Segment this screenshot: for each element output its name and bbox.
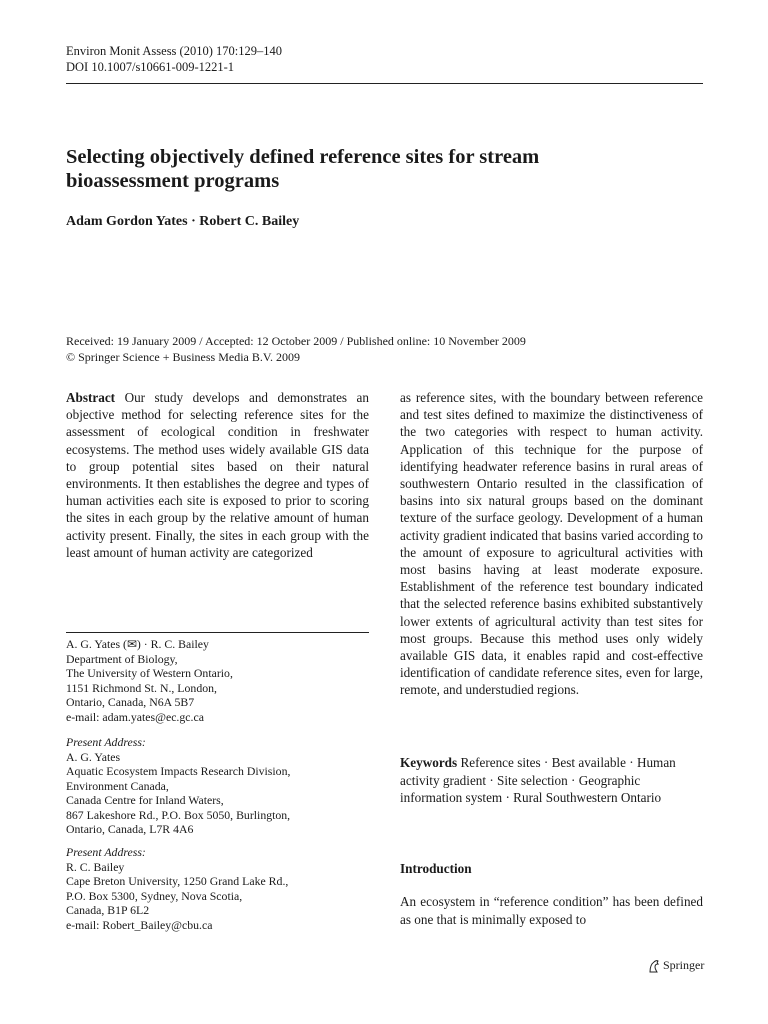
springer-horse-icon (648, 959, 660, 973)
header-rule (66, 83, 703, 84)
corresponding-authors: A. G. Yates (✉) · R. C. Bailey (66, 637, 209, 651)
publisher-name: Springer (663, 958, 705, 972)
email-link[interactable]: e-mail: Robert_Bailey@cbu.ca (66, 917, 213, 932)
title-line-1: Selecting objectively defined reference sites for stream (66, 146, 540, 168)
address-line: Environment Canada, (66, 778, 169, 793)
present-address-label: Present Address: (66, 845, 146, 859)
present-address-bailey (66, 845, 366, 932)
introduction-text: An ecosystem in “reference condition” has been defined as one that is minimally exposed to (400, 894, 703, 927)
copyright-line: © Springer Science + Business Media B.V. 2009 (66, 350, 300, 364)
abstract-right-column: as reference sites, with the boundary between reference and test sites defined to maximize the distinctiveness of the two categories with respect to human activity. Application of this technique for the purpose of identifying headwater reference basins in rural areas of southwestern Ontario resulted in the classification of basins into six natural groups based on the dominant texture of the surface geology. Development of a human activity gradient indicated that basins varied according to the amount of exposure to agricultural activities with most basins having at least moderate exposure. Establishment of the reference test boundary indicated that the selected reference basins exhibited substantively lower extents of agricultural activity than test sites for most groups. Because this method uses only widely available GIS data, it enables rapid and cost-effective identification of candidate reference sites, even for large, remote, and understudied regions. (400, 390, 703, 698)
address-line: Canada, B1P 6L2 (66, 903, 150, 917)
keywords-heading: Keywords (400, 755, 458, 770)
affiliation-line: Ontario, Canada, N6A 5B7 (66, 695, 195, 709)
affiliation-line: 1151 Richmond St. N., London, (66, 680, 217, 695)
abstract-text-left: Our study develops and demonstrates an objective method for selecting reference sites for the assessment of ecological condition in freshwater ecosystems. The method uses widely available GIS data to group potential sites based on their natural environments. It then establishes the degree and types of human activities each site is exposed to prior to scoring the sites in each group by the relative amount of human activity present. Finally, the sites in each group with the least amount of human activity are categorized (66, 390, 369, 560)
address-line: Ontario, Canada, L7R 4A6 (66, 822, 194, 836)
address-line: Aquatic Ecosystem Impacts Research Division, (66, 764, 291, 778)
address-line: A. G. Yates (66, 749, 121, 764)
affiliation-line: Department of Biology, (66, 651, 178, 666)
doi: DOI 10.1007/s10661-009-1221-1 (66, 60, 235, 74)
affiliation-line: The University of Western Ontario, (66, 666, 233, 680)
present-address-label: Present Address: (66, 735, 146, 749)
address-line: R. C. Bailey (66, 859, 125, 874)
address-line: Canada Centre for Inland Waters, (66, 793, 224, 807)
keywords-text: Reference sites · Best available · Human activity gradient · Site selection · Geographic information system · Rural Southwestern Ontario (400, 755, 676, 806)
address-line: P.O. Box 5300, Sydney, Nova Scotia, (66, 888, 243, 903)
journal-citation: Environ Monit Assess (2010) 170:129–140 (66, 44, 282, 58)
affiliation-block (66, 637, 366, 724)
title-line-2: bioassessment programs (66, 170, 280, 192)
publication-dates (66, 333, 706, 365)
address-line: Cape Breton University, 1250 Grand Lake Rd., (66, 874, 289, 888)
received-line: Received: 19 January 2009 / Accepted: 12 October 2009 / Published online: 10 November 2009 (66, 334, 526, 348)
address-line: 867 Lakeshore Rd., P.O. Box 5050, Burlington, (66, 807, 291, 822)
keywords-block (400, 754, 703, 807)
abstract-left-column (66, 389, 369, 561)
introduction-heading: Introduction (400, 861, 472, 876)
abstract-heading: Abstract (66, 390, 116, 405)
affiliation-rule (66, 632, 369, 633)
authors: Adam Gordon Yates · Robert C. Bailey (66, 214, 300, 229)
email-link[interactable]: e-mail: adam.yates@ec.gc.ca (66, 709, 204, 724)
paper-title (66, 145, 666, 193)
publisher-logo (648, 958, 704, 973)
present-address-yates (66, 735, 366, 837)
